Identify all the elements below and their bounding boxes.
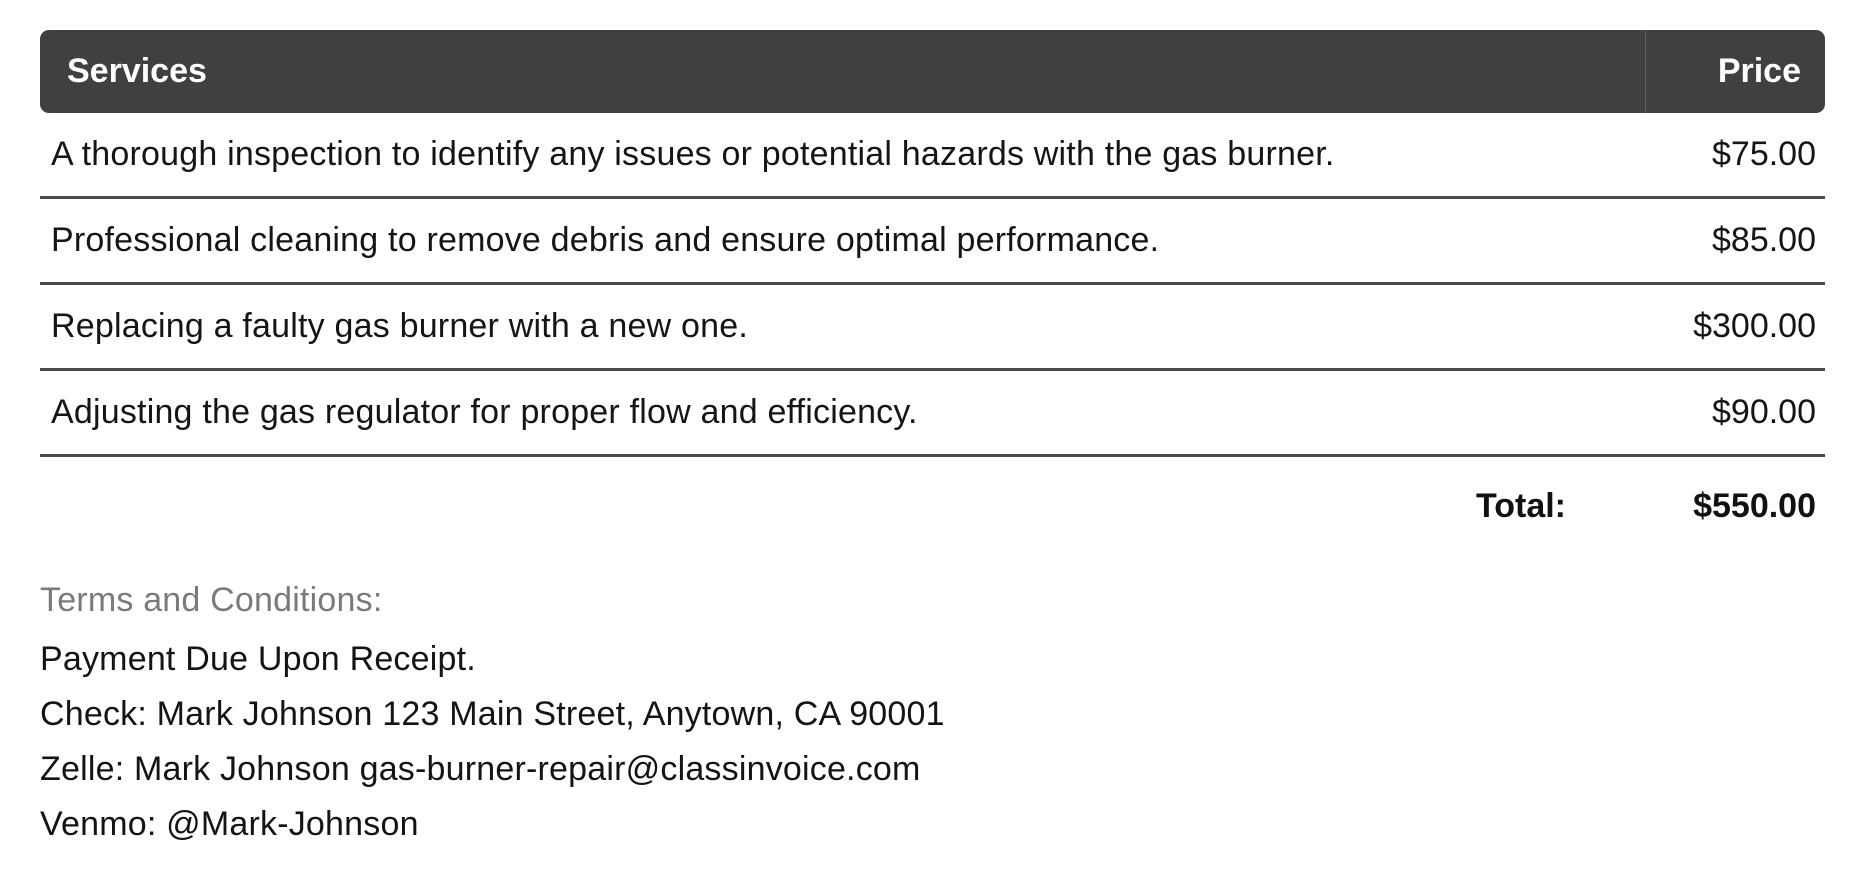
services-table [40,30,1825,555]
service-price: $75.00 [1712,135,1816,173]
table-row [40,371,1825,457]
service-description: Replacing a faulty gas burner with a new one. [51,307,748,345]
terms-line: Payment Due Upon Receipt. [40,640,476,678]
table-body [40,113,1825,457]
terms-heading: Terms and Conditions: [40,581,383,619]
service-description: Professional cleaning to remove debris and ensure optimal performance. [51,221,1160,259]
terms-line: Check: Mark Johnson 123 Main Street, Anytown, CA 90001 [40,695,945,733]
service-description: A thorough inspection to identify any issues or potential hazards with the gas burner. [51,135,1335,173]
column-header-price: Price [1645,30,1825,113]
table-row [40,199,1825,285]
total-label: Total: [1475,486,1566,525]
service-price: $300.00 [1693,307,1816,345]
column-header-services: Services [67,52,207,90]
service-description: Adjusting the gas regulator for proper flow and efficiency. [51,393,918,431]
total-value: $550.00 [1693,486,1816,525]
terms-section [40,581,1825,852]
table-row [40,113,1825,199]
service-price: $90.00 [1712,393,1816,431]
service-price: $85.00 [1712,221,1816,259]
table-header-row [40,30,1825,113]
total-row [40,457,1825,555]
terms-lines [40,632,1825,852]
terms-line: Venmo: @Mark-Johnson [40,805,419,843]
terms-line: Zelle: Mark Johnson gas-burner-repair@classinvoice.com [40,750,921,788]
table-row [40,285,1825,371]
